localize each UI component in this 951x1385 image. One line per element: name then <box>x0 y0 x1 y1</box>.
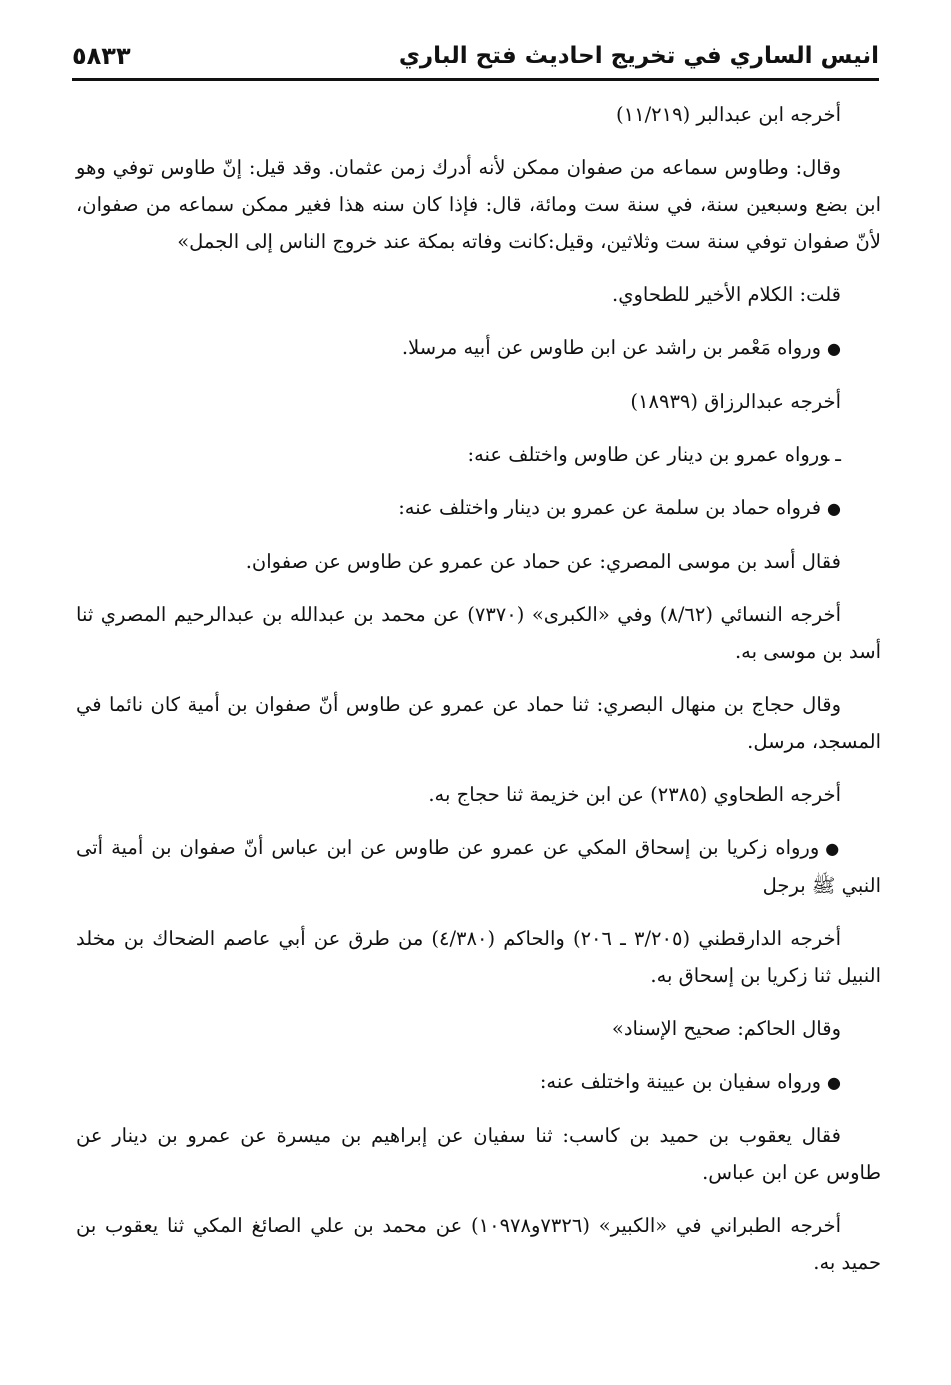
paragraph <box>76 1117 881 1191</box>
paragraph <box>76 596 881 670</box>
bullet-paragraph <box>76 489 881 527</box>
paragraph <box>76 149 881 260</box>
paragraph-citation <box>76 383 881 420</box>
paragraph-text: وقال: وطاوس سماعه من صفوان ممكن لأنه أدرك زمن عثمان. وقد قيل: إنّ طاوس توفي وهو ابن بضع وسبعين سنة، في سنة ست ومائة، قال: فإذا كان سنه هذا فغير ممكن سماعه من صفوان، لأنّ صفوان توفي سنة ست وثلاثين، وقيل:كانت وفاته بمكة عند خروج الناس إلى الجمل» <box>76 156 881 253</box>
paragraph-text: وقال الحاكم: صحيح الإسناد» <box>611 1017 841 1040</box>
bullet-paragraph <box>76 329 881 367</box>
paragraph-text: ورواه زكريا بن إسحاق المكي عن عمرو عن طاوس عن ابن عباس أنّ صفوان بن أمية أتى النبي ﷺ برجل <box>76 836 881 897</box>
paragraph-text: ورواه مَعْمر بن راشد عن ابن طاوس عن أبيه مرسلا. <box>401 336 822 359</box>
paragraph-text: فقال أسد بن موسى المصري: عن حماد عن عمرو عن طاوس عن صفوان. <box>245 550 841 573</box>
bullet-paragraph <box>76 1063 881 1101</box>
page-body <box>76 96 881 1297</box>
paragraph <box>76 1207 881 1281</box>
bullet-icon: ● <box>827 499 841 518</box>
paragraph <box>76 920 881 994</box>
bullet-icon: ● <box>827 1073 841 1092</box>
bullet-icon: ● <box>825 839 841 858</box>
paragraph-text: أخرجه الدارقطني (٣/٢٠٥ ـ ٢٠٦) والحاكم (٤/٣٨٠) من طرق عن أبي عاصم الضحاك بن مخلد النبيل ثنا زكريا بن إسحاق به. <box>76 927 881 987</box>
paragraph-text: ورواه سفيان بن عيينة واختلف عنه: <box>539 1070 822 1093</box>
paragraph-text: ورواه عمرو بن دينار عن طاوس واختلف عنه: <box>467 443 830 466</box>
paragraph-citation <box>76 96 881 133</box>
book-title: انيس الساري في تخريج احاديث فتح الباري <box>398 43 879 69</box>
paragraph-text: أخرجه عبدالرزاق (١٨٩٣٩) <box>630 390 841 413</box>
paragraph <box>76 276 881 313</box>
paragraph-citation <box>76 776 881 813</box>
paragraph <box>76 543 881 580</box>
paragraph <box>76 686 881 760</box>
header-rule <box>72 78 879 81</box>
dash-paragraph <box>76 436 881 473</box>
paragraph-text: وقال حجاج بن منهال البصري: ثنا حماد عن عمرو عن طاوس أنّ صفوان بن أمية كان نائما في المسجد، مرسل. <box>76 693 881 753</box>
paragraph-text: أخرجه النسائي (٨/٦٢) وفي «الكبرى» (٧٣٧٠) عن محمد بن عبدالله بن عبدالرحيم المصري ثنا أسد بن موسى به. <box>76 603 881 663</box>
paragraph-text: فرواه حماد بن سلمة عن عمرو بن دينار واختلف عنه: <box>398 496 822 519</box>
dash-icon: ـ <box>835 443 841 466</box>
paragraph <box>76 1010 881 1047</box>
paragraph-text: فقال يعقوب بن حميد بن كاسب: ثنا سفيان عن إبراهيم بن ميسرة عن عمرو بن دينار عن طاوس عن ابن عباس. <box>76 1124 881 1184</box>
bullet-paragraph <box>76 829 881 904</box>
bullet-icon: ● <box>827 339 841 358</box>
paragraph-text: أخرجه ابن عبدالبر (١١/٢١٩) <box>616 103 841 126</box>
paragraph-text: أخرجه الطبراني في «الكبير» (٧٣٢٦و١٠٩٧٨) عن محمد بن علي الصائغ المكي ثنا يعقوب بن حميد به. <box>76 1214 881 1274</box>
page-number: ٥٨٣٣ <box>72 42 131 70</box>
running-header <box>72 30 879 76</box>
paragraph-text: أخرجه الطحاوي (٢٣٨٥) عن ابن خزيمة ثنا حجاج به. <box>428 783 841 806</box>
paragraph-text: قلت: الكلام الأخير للطحاوي. <box>612 283 841 306</box>
